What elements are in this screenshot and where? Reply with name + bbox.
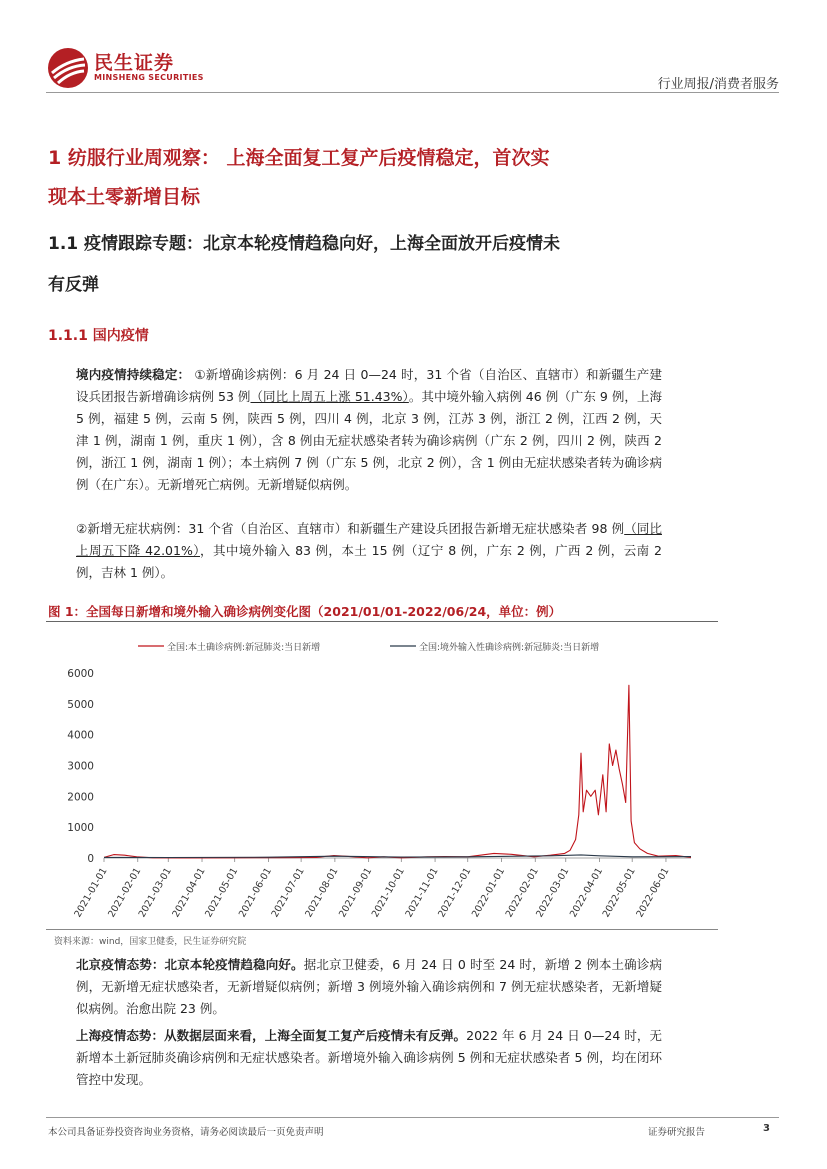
section-heading-1-1-line2: 有反弹 xyxy=(48,275,99,295)
chart-legend xyxy=(138,641,599,653)
y-tick-label: 0 xyxy=(87,853,94,865)
footer-disclaimer: 本公司具备证券投资咨询业务资格，请务必阅读最后一页免责声明 xyxy=(48,1127,324,1138)
figure-source: 资料来源：wind，国家卫健委，民生证券研究院 xyxy=(54,937,247,947)
section-heading-1-line2: 现本土零新增目标 xyxy=(48,186,201,208)
x-tick-label: 2022-04-01 xyxy=(567,866,606,920)
paragraph-highlight: （同比上周五上涨 51.43%） xyxy=(250,389,409,404)
footer-report-type: 证券研究报告 xyxy=(648,1127,706,1138)
paragraph-shanghai xyxy=(48,1025,662,1091)
x-axis xyxy=(72,858,691,919)
brand-name-cn: 民生证券 xyxy=(94,52,175,74)
page-number: 3 xyxy=(763,1123,770,1134)
x-tick-label: 2021-01-01 xyxy=(72,866,110,920)
brand-name-en: MINSHENG SECURITIES xyxy=(94,73,204,82)
paragraph-text: ，其中境外输入 83 例，本土 15 例（辽宁 8 例，广东 2 例，广西 2 例，云南 2 例，吉林 1 例）。 xyxy=(76,543,662,580)
x-tick-label: 2022-02-01 xyxy=(503,866,541,920)
x-tick-label: 2022-05-01 xyxy=(600,866,638,920)
x-tick-label: 2021-12-01 xyxy=(436,866,474,920)
paragraph-lead: 上海疫情态势：从数据层面来看，上海全面复工复产后疫情未有反弹。 xyxy=(76,1028,467,1043)
minsheng-logo-icon xyxy=(46,46,90,90)
paragraph-text: 据北京卫健委，6 月 24 日 0 时至 24 时，新增 2 例本土确诊病例，无新增无症状感染者，无新增疑似病例；新增 3 例境外输入确诊病例和 7 例无症状感染者，无新增疑似病例。治愈出院 23 例。 xyxy=(76,957,662,1016)
x-tick-label: 2021-10-01 xyxy=(369,866,407,920)
x-tick-label: 2021-03-01 xyxy=(136,866,174,920)
paragraph-text: 2022 年 6 月 24 日 0—24 时，无新增本土新冠肺炎确诊病例和无症状感染者。新增境外输入确诊病例 5 例和无症状感染者 5 例，均在闭环管控中发现。 xyxy=(76,1028,662,1087)
series-line-domestic xyxy=(104,685,691,858)
section-heading-1-1-1: 1.1.1 国内疫情 xyxy=(48,328,149,344)
x-tick-label: 2021-02-01 xyxy=(106,866,144,920)
paragraph-highlight: （同比上周五下降 42.01%） xyxy=(76,521,662,558)
series-line-imported xyxy=(104,855,691,858)
paragraph-lead: 境内疫情持续稳定： xyxy=(76,367,191,382)
y-tick-label: 4000 xyxy=(67,729,94,742)
x-tick-label: 2021-11-01 xyxy=(403,866,441,920)
paragraph-domestic-cases xyxy=(48,364,662,496)
footer-divider xyxy=(46,1117,779,1118)
y-axis xyxy=(67,668,94,865)
header-divider xyxy=(46,92,779,93)
chart-series xyxy=(104,685,691,858)
x-tick-label: 2022-03-01 xyxy=(534,866,572,920)
covid-cases-line-chart xyxy=(46,624,718,928)
y-tick-label: 3000 xyxy=(67,760,94,773)
paragraph-beijing xyxy=(48,954,662,1020)
y-tick-label: 5000 xyxy=(67,698,94,711)
x-tick-label: 2021-08-01 xyxy=(303,866,341,920)
report-section: 行业周报/消费者服务 xyxy=(657,77,779,92)
x-tick-label: 2021-05-01 xyxy=(203,866,241,920)
paragraph-lead: 北京疫情态势：北京本轮疫情趋稳向好。 xyxy=(76,957,304,972)
paragraph-text: ①新增确诊病例：6 月 24 日 0—24 时，31 个省（自治区、直辖市）和新疆生产建设兵团报告新增确诊病例 53 例 xyxy=(76,367,662,404)
y-tick-label: 2000 xyxy=(67,791,94,804)
section-heading-1-1-line1: 1.1 疫情跟踪专题：北京本轮疫情趋稳向好，上海全面放开后疫情未 xyxy=(48,234,561,254)
paragraph-asymptomatic xyxy=(48,518,662,584)
figure-bottom-rule xyxy=(46,929,718,930)
x-tick-label: 2022-01-01 xyxy=(469,866,508,920)
legend-label-imported: 全国:境外输入性确诊病例:新冠肺炎:当日新增 xyxy=(419,643,600,653)
x-tick-label: 2021-04-01 xyxy=(170,866,208,920)
x-tick-label: 2021-06-01 xyxy=(236,866,275,920)
x-tick-label: 2021-09-01 xyxy=(337,866,375,920)
y-tick-label: 6000 xyxy=(67,668,94,680)
legend-label-domestic: 全国:本土确诊病例:新冠肺炎:当日新增 xyxy=(167,643,321,653)
x-tick-label: 2022-06-01 xyxy=(634,866,672,920)
figure-top-rule xyxy=(46,621,718,622)
paragraph-text: 。其中境外输入病例 46 例（广东 9 例，上海 5 例，福建 5 例，云南 5 例，陕西 5 例，四川 4 例，北京 3 例，江苏 3 例，浙江 2 例，江西 2 例，天津 1 例，湖南 1 例，重庆 1 例），含 8 例由无症状感染者转为确诊病例（广东 2 例，四川 2 例，陕西 2 例，浙江 1 例，湖南 1 例）；本土病例 7 例（广东 5 例，北京 2 例），含 1 例由无症状感染者转为确诊病例（在广东）。无新增死亡病例。无新增疑似病例。 xyxy=(76,389,662,492)
y-tick-label: 1000 xyxy=(67,822,94,835)
section-heading-1-line1: 1 纺服行业周观察： 上海全面复工复产后疫情稳定，首次实 xyxy=(48,147,550,169)
x-tick-label: 2021-07-01 xyxy=(269,866,307,920)
figure-title: 图 1：全国每日新增和境外输入确诊病例变化图（2021/01/01-2022/06/24，单位：例） xyxy=(48,604,562,619)
paragraph-text: ②新增无症状病例：31 个省（自治区、直辖市）和新疆生产建设兵团报告新增无症状感染者 98 例 xyxy=(76,521,625,536)
